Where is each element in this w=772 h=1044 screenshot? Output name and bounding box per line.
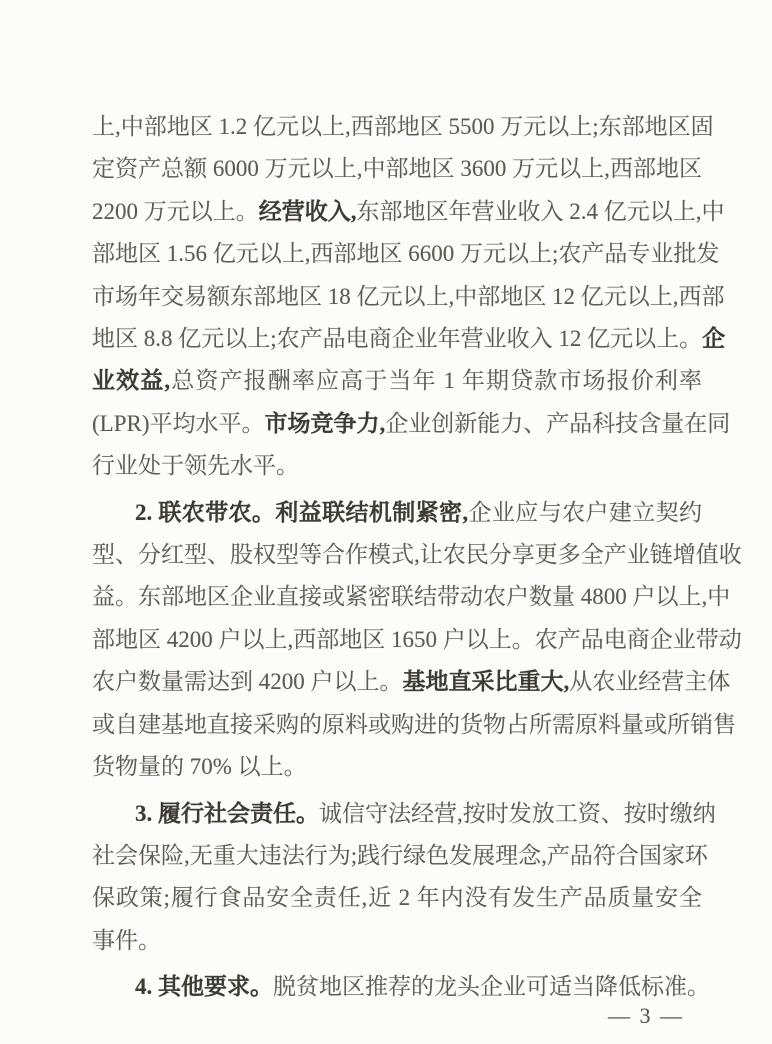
text-line: [92, 492, 702, 534]
text-line: [92, 793, 716, 835]
text-line: [92, 746, 702, 788]
text-line: [92, 360, 702, 402]
document-body: [92, 106, 742, 1009]
text-run-bold: 市场竞争力,: [264, 410, 386, 436]
text-line: [92, 704, 736, 746]
text-run: 诚信守法经营,按时发放工资、按时缴纳: [319, 800, 716, 826]
text-run-bold: 经营收入,: [258, 198, 357, 224]
paragraph: [92, 492, 742, 789]
text-run-bold: 企: [702, 326, 726, 352]
text-line: [92, 233, 720, 275]
text-run: 东部地区年营业收入 2.4 亿元以上,中: [356, 198, 725, 224]
text-run: 地区 8.8 亿元以上;农产品电商企业年营业收入 12 亿元以上。: [92, 326, 703, 352]
text-run: 事件。: [92, 927, 161, 953]
text-run: 行业处于领先水平。: [92, 453, 299, 479]
text-line: [92, 148, 702, 190]
text-run: 脱贫地区推荐的龙头企业可适当降低标准。: [273, 974, 710, 1000]
text-line: [92, 661, 731, 703]
text-run: 型、分红型、股权型等合作模式,让农民分享更多全产业链增值收: [92, 542, 742, 568]
page-number: — 3 —: [608, 1003, 684, 1028]
text-run: 货物量的 70% 以上。: [92, 754, 307, 780]
text-line: [92, 403, 731, 445]
text-run: 市场年交易额东部地区 18 亿元以上,中部地区 12 亿元以上,西部: [92, 283, 725, 309]
text-run: 益。东部地区企业直接或紧密联结带动农户数量 4800 户以上,中: [92, 584, 731, 610]
text-run: 定资产总额 6000 万元以上,中部地区 3600 万元以上,西部地区: [92, 156, 702, 182]
text-run: 社会保险,无重大违法行为;践行绿色发展理念,产品符合国家环: [92, 842, 708, 868]
text-run: 总资产报酬率应高于当年 1 年期贷款市场报价利率: [170, 368, 702, 394]
text-run: 2200 万元以上。: [92, 198, 259, 224]
text-line: [92, 619, 742, 661]
text-run-bold: 基地直采比重大,: [402, 669, 570, 695]
text-run-bold: 4. 其他要求。: [135, 974, 273, 1000]
text-run-bold: 3. 履行社会责任。: [135, 800, 319, 826]
text-line: [92, 877, 702, 919]
text-run: 企业应与农户建立契约: [468, 499, 703, 525]
text-line: [92, 835, 708, 877]
text-run: 或自建基地直接采购的原料或购进的货物占所需原料量或所销售: [92, 711, 736, 737]
text-run: 部地区 4200 户以上,西部地区 1650 户以上。农产品电商企业带动: [92, 626, 742, 652]
text-run: 部地区 1.56 亿元以上,西部地区 6600 万元以上;农产品专业批发: [92, 241, 720, 267]
text-line: [92, 191, 725, 233]
text-run: 上,中部地区 1.2 亿元以上,西部地区 5500 万元以上;东部地区固: [92, 114, 714, 139]
text-run-bold: 2. 联农带农。利益联结机制紧密,: [135, 499, 469, 525]
text-line: [92, 534, 742, 576]
paragraph: [92, 793, 716, 963]
text-run: 从农业经营主体: [569, 669, 731, 695]
text-run: (LPR)平均水平。: [92, 410, 265, 436]
text-line: [92, 920, 702, 962]
text-line: [92, 576, 731, 618]
text-line: [92, 106, 714, 148]
text-run: 农户数量需达到 4200 户以上。: [92, 669, 403, 695]
text-run: 企业创新能力、产品科技含量在同: [385, 410, 731, 436]
text-line: [92, 276, 725, 318]
text-run-bold: 业效益,: [92, 368, 171, 394]
text-run: 保政策;履行食品安全责任,近 2 年内没有发生产品质量安全: [92, 885, 702, 911]
text-line: [92, 445, 702, 487]
paragraph: [92, 106, 731, 488]
text-line: [92, 318, 726, 360]
